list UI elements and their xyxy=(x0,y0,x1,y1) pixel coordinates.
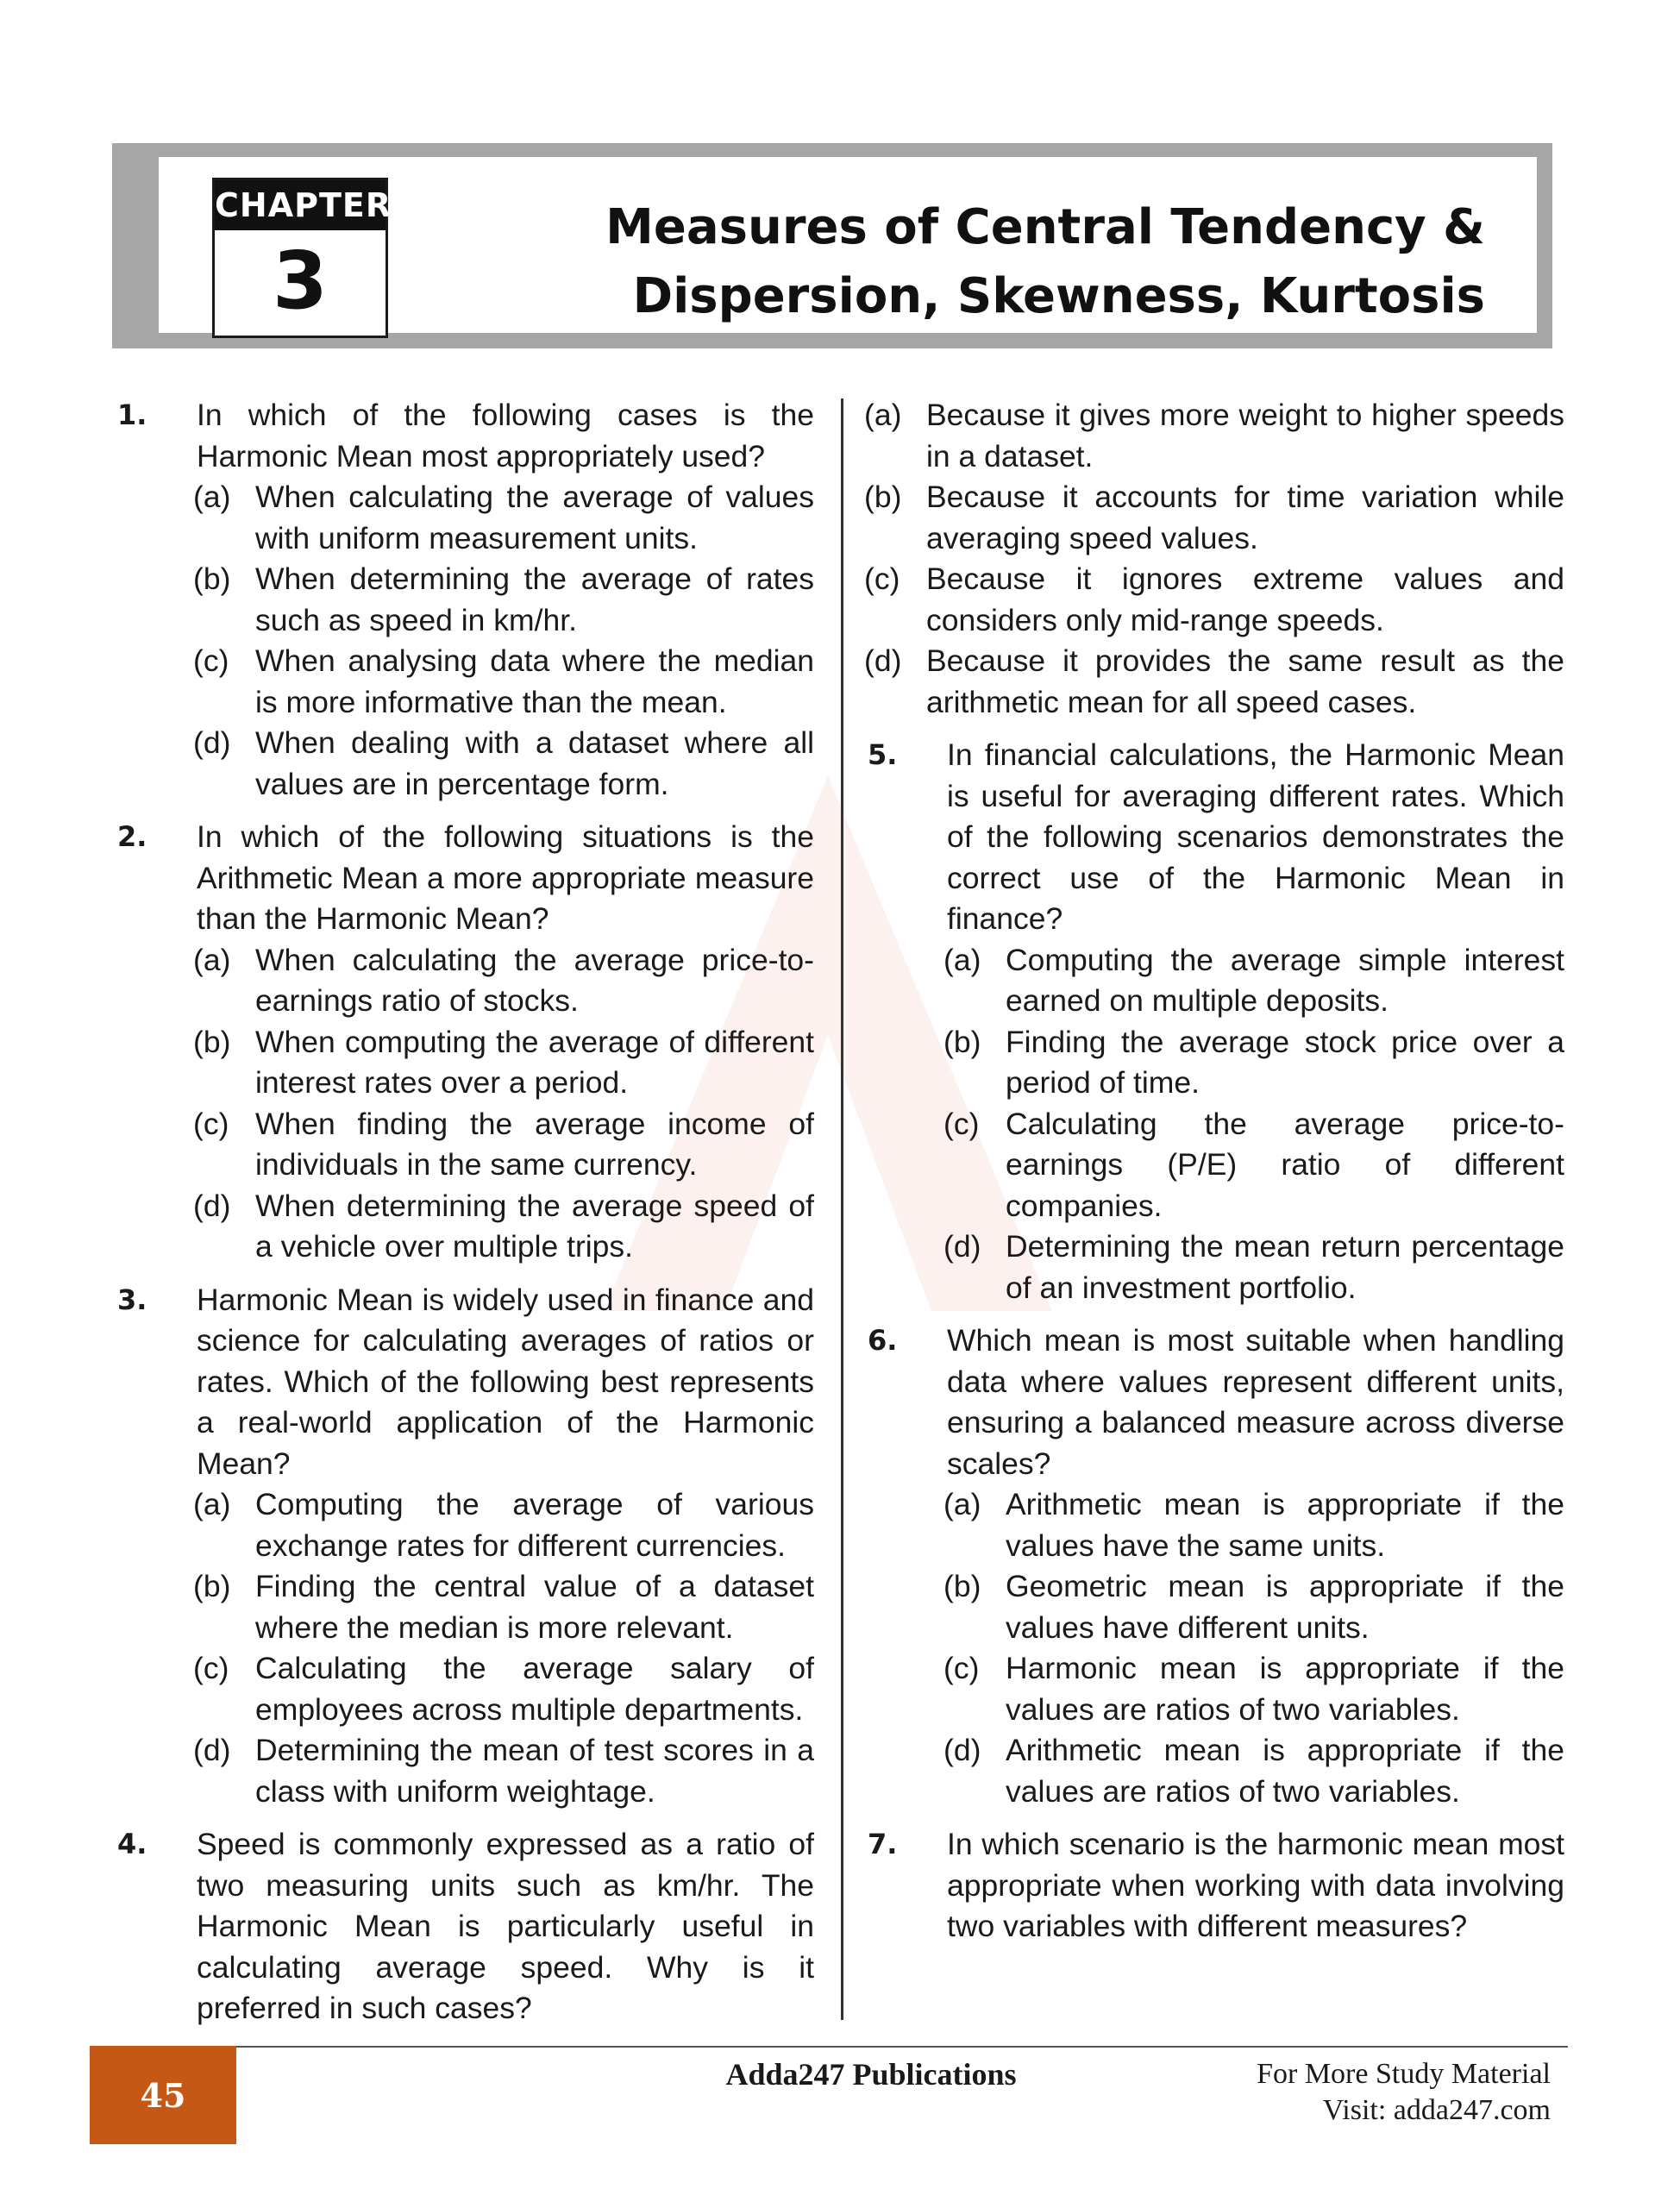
question-options xyxy=(943,940,1564,1309)
option-label: (a) xyxy=(864,398,902,432)
answer-option xyxy=(193,1186,814,1268)
answer-option xyxy=(193,1484,814,1566)
option-label: (c) xyxy=(193,643,229,678)
question-options xyxy=(193,940,814,1268)
question-item xyxy=(117,395,814,805)
answer-option xyxy=(193,1104,814,1186)
page-number: 45 xyxy=(90,2046,236,2144)
option-label: (d) xyxy=(864,643,902,678)
question-number: 1. xyxy=(117,398,147,431)
answer-option xyxy=(193,1566,814,1648)
option-text: When analysing data where the median is more informative than the mean. xyxy=(255,643,814,719)
answer-option xyxy=(864,477,1564,559)
question-text: Which mean is most suitable when handling data where values represent different units, ensuring a balanced measure across diverse scales? xyxy=(947,1323,1564,1481)
option-label: (c) xyxy=(864,561,900,596)
chapter-banner xyxy=(112,143,1552,348)
question-number: 6. xyxy=(868,1324,898,1357)
answer-option xyxy=(193,1730,814,1812)
question-item xyxy=(117,1280,814,1813)
question-item xyxy=(868,1320,1564,1812)
option-text: Because it ignores extreme values and considers only mid-range speeds. xyxy=(926,561,1564,637)
option-label: (a) xyxy=(193,942,231,977)
right-questions xyxy=(868,735,1564,1948)
option-label: (a) xyxy=(193,480,231,514)
answer-option xyxy=(193,1648,814,1730)
answer-option xyxy=(943,1484,1564,1566)
question-item xyxy=(868,1824,1564,1948)
option-label: (b) xyxy=(193,1024,231,1059)
footer-divider xyxy=(233,2046,1568,2048)
question-text: In which of the following cases is the Harmonic Mean most appropriately used? xyxy=(197,398,814,474)
answer-option xyxy=(864,395,1564,477)
answer-option xyxy=(943,940,1564,1022)
option-label: (b) xyxy=(193,561,231,596)
option-text: When computing the average of different interest rates over a period. xyxy=(255,1024,814,1100)
question-options xyxy=(193,477,814,805)
option-text: When determining the average of rates such as speed in km/hr. xyxy=(255,561,814,637)
right-column xyxy=(864,395,1564,1960)
option-label: (d) xyxy=(193,1188,231,1223)
option-label: (d) xyxy=(193,1733,231,1767)
answer-option xyxy=(193,641,814,723)
option-text: When determining the average speed of a vehicle over multiple trips. xyxy=(255,1188,814,1264)
option-label: (b) xyxy=(943,1024,981,1059)
answer-option xyxy=(193,559,814,641)
chapter-number: 3 xyxy=(272,235,328,327)
answer-option xyxy=(943,1730,1564,1812)
option-label: (c) xyxy=(943,1106,980,1141)
question-number: 7. xyxy=(868,1828,898,1860)
option-text: Geometric mean is appropriate if the values have different units. xyxy=(1006,1569,1564,1645)
option-label: (c) xyxy=(943,1651,980,1685)
option-text: Harmonic mean is appropriate if the values are ratios of two variables. xyxy=(1006,1651,1564,1727)
option-label: (d) xyxy=(943,1229,981,1264)
question-options xyxy=(943,1484,1564,1812)
option-label: (d) xyxy=(943,1733,981,1767)
answer-option xyxy=(193,1022,814,1104)
option-text: When calculating the average price-to-earnings ratio of stocks. xyxy=(255,942,814,1018)
answer-option xyxy=(943,1104,1564,1227)
question-number: 3. xyxy=(117,1283,147,1316)
question-text: In which of the following situations is the Arithmetic Mean a more appropriate measure than the Harmonic Mean? xyxy=(197,819,814,936)
option-text: Calculating the average price-to-earnings (P/E) ratio of different companies. xyxy=(1006,1106,1564,1223)
option-label: (b) xyxy=(193,1569,231,1603)
chapter-title-line1: Measures of Central Tendency & xyxy=(605,199,1485,255)
answer-option xyxy=(943,1226,1564,1308)
answer-option xyxy=(864,641,1564,723)
option-text: Because it provides the same result as the arithmetic mean for all speed cases. xyxy=(926,643,1564,719)
answer-option xyxy=(943,1022,1564,1104)
option-text: Determining the mean of test scores in a class with uniform weightage. xyxy=(255,1733,814,1809)
study-material-line1: For More Study Material xyxy=(1257,2058,1551,2090)
option-label: (b) xyxy=(943,1569,981,1603)
option-text: Computing the average simple interest earned on multiple deposits. xyxy=(1006,942,1564,1018)
answer-option xyxy=(193,723,814,805)
option-text: When finding the average income of individuals in the same currency. xyxy=(255,1106,814,1182)
study-material-line2: Visit: adda247.com xyxy=(1322,2094,1551,2126)
answer-option xyxy=(943,1648,1564,1730)
answer-option xyxy=(193,940,814,1022)
publisher-name: Adda247 Publications xyxy=(725,2057,1017,2092)
chapter-box xyxy=(212,178,392,338)
study-material-note xyxy=(1257,2056,1551,2129)
option-label: (c) xyxy=(193,1106,229,1141)
option-text: Because it gives more weight to higher speeds in a dataset. xyxy=(926,398,1564,474)
chapter-title-line2: Dispersion, Skewness, Kurtosis xyxy=(632,268,1485,324)
answer-option xyxy=(193,477,814,559)
column-divider xyxy=(841,398,843,2020)
option-text: Computing the average of various exchange rates for different currencies. xyxy=(255,1487,814,1563)
chapter-title xyxy=(605,193,1485,331)
chapter-label: CHAPTER xyxy=(215,180,386,230)
option-label: (d) xyxy=(193,725,231,760)
question-text: In which scenario is the harmonic mean most appropriate when working with data involving two variables with different measures? xyxy=(947,1827,1564,1943)
question-4-options xyxy=(864,395,1564,723)
option-label: (a) xyxy=(943,942,981,977)
option-text: Determining the mean return percentage of an investment portfolio. xyxy=(1006,1229,1564,1305)
option-label: (a) xyxy=(943,1487,981,1521)
answer-option xyxy=(943,1566,1564,1648)
question-item xyxy=(868,735,1564,1308)
left-column xyxy=(117,395,814,2042)
question-text: Speed is commonly expressed as a ratio of two measuring units such as km/hr. The Harmonic Mean is particularly useful in calculating average speed. Why is it preferred in such cases? xyxy=(197,1827,814,2025)
option-label: (c) xyxy=(193,1651,229,1685)
option-label: (b) xyxy=(864,480,902,514)
answer-option xyxy=(864,559,1564,641)
question-item xyxy=(117,817,814,1268)
question-options xyxy=(193,1484,814,1812)
chapter-banner-inner xyxy=(159,157,1537,333)
option-text: When calculating the average of values with uniform measurement units. xyxy=(255,480,814,555)
option-text: When dealing with a dataset where all values are in percentage form. xyxy=(255,725,814,801)
option-text: Arithmetic mean is appropriate if the values are ratios of two variables. xyxy=(1006,1733,1564,1809)
option-label: (a) xyxy=(193,1487,231,1521)
question-number: 4. xyxy=(117,1828,147,1860)
option-text: Because it accounts for time variation while averaging speed values. xyxy=(926,480,1564,555)
option-text: Arithmetic mean is appropriate if the values have the same units. xyxy=(1006,1487,1564,1563)
question-text: Harmonic Mean is widely used in finance and science for calculating averages of ratios or rates. Which of the following best represents a real-world application of the Harmonic Mean? xyxy=(197,1282,814,1481)
question-number: 2. xyxy=(117,820,147,853)
question-item xyxy=(117,1824,814,2029)
question-text: In financial calculations, the Harmonic Mean is useful for averaging different rates. Which of the following scenarios demonstrates the correct use of the Harmonic Mean in finance? xyxy=(947,737,1564,936)
option-text: Finding the average stock price over a period of time. xyxy=(1006,1024,1564,1100)
question-number: 5. xyxy=(868,738,898,771)
option-text: Finding the central value of a dataset where the median is more relevant. xyxy=(255,1569,814,1645)
option-text: Calculating the average salary of employees across multiple departments. xyxy=(255,1651,814,1727)
